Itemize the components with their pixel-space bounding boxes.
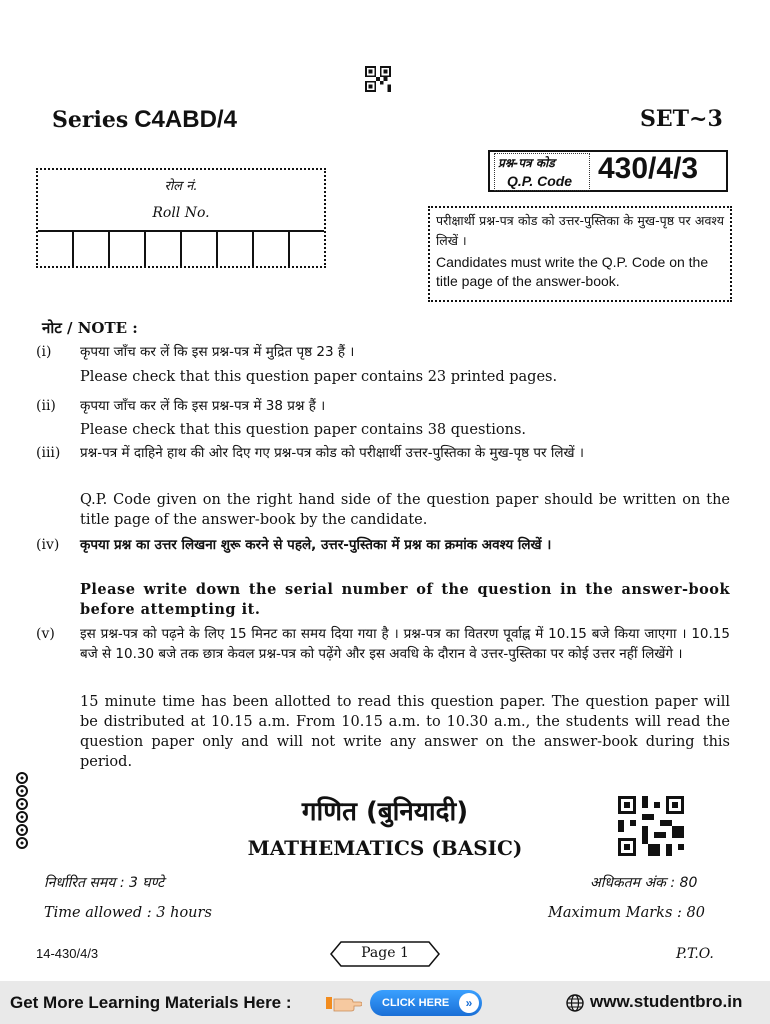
note-item-number: (i) bbox=[36, 344, 52, 360]
roll-label-hindi: रोल नं. bbox=[164, 179, 198, 194]
qp-code-label-english: Q.P. Code bbox=[507, 173, 573, 189]
qr-code-icon bbox=[618, 796, 684, 856]
note-item-hindi: कृपया जाँच कर लें कि इस प्रश्न-पत्र में 38 प्रश्न हैं । bbox=[80, 398, 326, 414]
bubble-icon bbox=[16, 772, 28, 784]
roll-cell[interactable] bbox=[182, 232, 218, 266]
series-code: C4ABD/4 bbox=[134, 106, 237, 133]
note-item-number: (v) bbox=[36, 626, 55, 642]
series-line bbox=[52, 106, 237, 134]
note-item-hindi: प्रश्न-पत्र में दाहिने हाथ की ओर दिए गए प्रश्न-पत्र कोड को परीक्षार्थी उत्तर-पुस्तिका के मुख-पृष्ठ पर लिखें । bbox=[80, 445, 584, 461]
subject-title-hindi: गणित (बुनियादी) bbox=[301, 797, 469, 827]
series-label: Series bbox=[52, 107, 129, 133]
set-number: SET~3 bbox=[640, 106, 723, 132]
note-heading bbox=[42, 318, 138, 338]
pto-label: P.T.O. bbox=[676, 946, 714, 962]
page-number-tag bbox=[330, 941, 440, 967]
roll-cell[interactable] bbox=[254, 232, 290, 266]
note-item-english: Please write down the serial number of the question in the answer-book before attempting it. bbox=[80, 581, 730, 618]
note-heading-english: / NOTE : bbox=[67, 319, 138, 337]
promo-text: Get More Learning Materials Here : bbox=[10, 993, 292, 1012]
note-item-hindi: कृपया प्रश्न का उत्तर लिखना शुरू करने से पहले, उत्तर-पुस्तिका में प्रश्न का क्रमांक अवश्य लिखें । bbox=[80, 537, 552, 553]
note-item-number: (iii) bbox=[36, 445, 61, 461]
note-item-english: Q.P. Code given on the right hand side of the question paper should be written on the title page of the answer-book by the candidate. bbox=[80, 492, 730, 528]
maximum-marks-hindi: अधिकतम अंक : 80 bbox=[590, 875, 698, 891]
time-allowed-hindi: निर्धारित समय : 3 घण्टे bbox=[44, 875, 165, 891]
double-chevron-right-icon: » bbox=[459, 993, 479, 1013]
note-heading-hindi: नोट bbox=[42, 319, 62, 337]
website-link[interactable]: www.studentbro.in bbox=[590, 992, 743, 1011]
note-item-english: 15 minute time has been allotted to read this question paper. The question paper will be distributed at 10.15 a.m. From 10.15 a.m. to 10.30 a.m., the students will read the question paper only and will not write any answer on the answer-book during this period. bbox=[80, 694, 730, 770]
roll-cell[interactable] bbox=[290, 232, 324, 266]
qp-code-box bbox=[488, 150, 728, 192]
candidate-instruction-english: Candidates must write the Q.P. Code on the title page of the answer-book. bbox=[436, 254, 709, 289]
roll-number-cells bbox=[38, 230, 324, 266]
candidate-instruction-box bbox=[428, 206, 732, 302]
maximum-marks-english: Maximum Marks : 80 bbox=[548, 905, 705, 921]
page-number-label: Page 1 bbox=[361, 945, 409, 961]
subject-title-english: MATHEMATICS (BASIC) bbox=[247, 836, 523, 860]
qp-code-label-box bbox=[494, 153, 590, 191]
roll-label-english: Roll No. bbox=[152, 205, 210, 221]
roll-cell[interactable] bbox=[218, 232, 254, 266]
qr-code-icon bbox=[365, 66, 391, 92]
note-item-hindi: इस प्रश्न-पत्र को पढ़ने के लिए 15 मिनट का समय दिया गया है । प्रश्न-पत्र का वितरण पूर्वाह्न में 10.15 बजे किया जाएगा । 10.15 बजे से 10.30 बजे तक छात्र केवल प्रश्न-पत्र को पढ़ेंगे और इस अवधि के दौरान वे उत्तर-पुस्तिका पर कोई उत्तर नहीं लिखेंगे । bbox=[80, 626, 730, 662]
roll-cell[interactable] bbox=[38, 232, 74, 266]
globe-icon bbox=[566, 994, 584, 1012]
qp-code-value: 430/4/3 bbox=[598, 152, 699, 185]
note-item-number: (iv) bbox=[36, 537, 60, 553]
click-here-label: CLICK HERE bbox=[382, 997, 450, 1009]
roll-number-box bbox=[36, 168, 326, 268]
note-item-hindi: कृपया जाँच कर लें कि इस प्रश्न-पत्र में मुद्रित पृष्ठ 23 हैं । bbox=[80, 344, 355, 360]
candidate-instruction-hindi: परीक्षार्थी प्रश्न-पत्र कोड को उत्तर-पुस्तिका के मुख-पृष्ठ पर अवश्य लिखें । bbox=[436, 213, 724, 248]
footer-paper-code: 14-430/4/3 bbox=[36, 946, 99, 961]
note-item-number: (ii) bbox=[36, 398, 56, 414]
note-item-english: Please check that this question paper contains 23 printed pages. bbox=[80, 369, 558, 385]
click-here-button[interactable] bbox=[370, 990, 482, 1016]
roll-cell[interactable] bbox=[74, 232, 110, 266]
note-item-english: Please check that this question paper contains 38 questions. bbox=[80, 422, 526, 438]
qp-code-label-hindi: प्रश्न-पत्र कोड bbox=[498, 156, 555, 170]
roll-cell[interactable] bbox=[146, 232, 182, 266]
time-allowed-english: Time allowed : 3 hours bbox=[44, 905, 212, 921]
roll-cell[interactable] bbox=[110, 232, 146, 266]
promo-banner bbox=[0, 981, 770, 1024]
pointing-hand-icon bbox=[326, 993, 362, 1013]
